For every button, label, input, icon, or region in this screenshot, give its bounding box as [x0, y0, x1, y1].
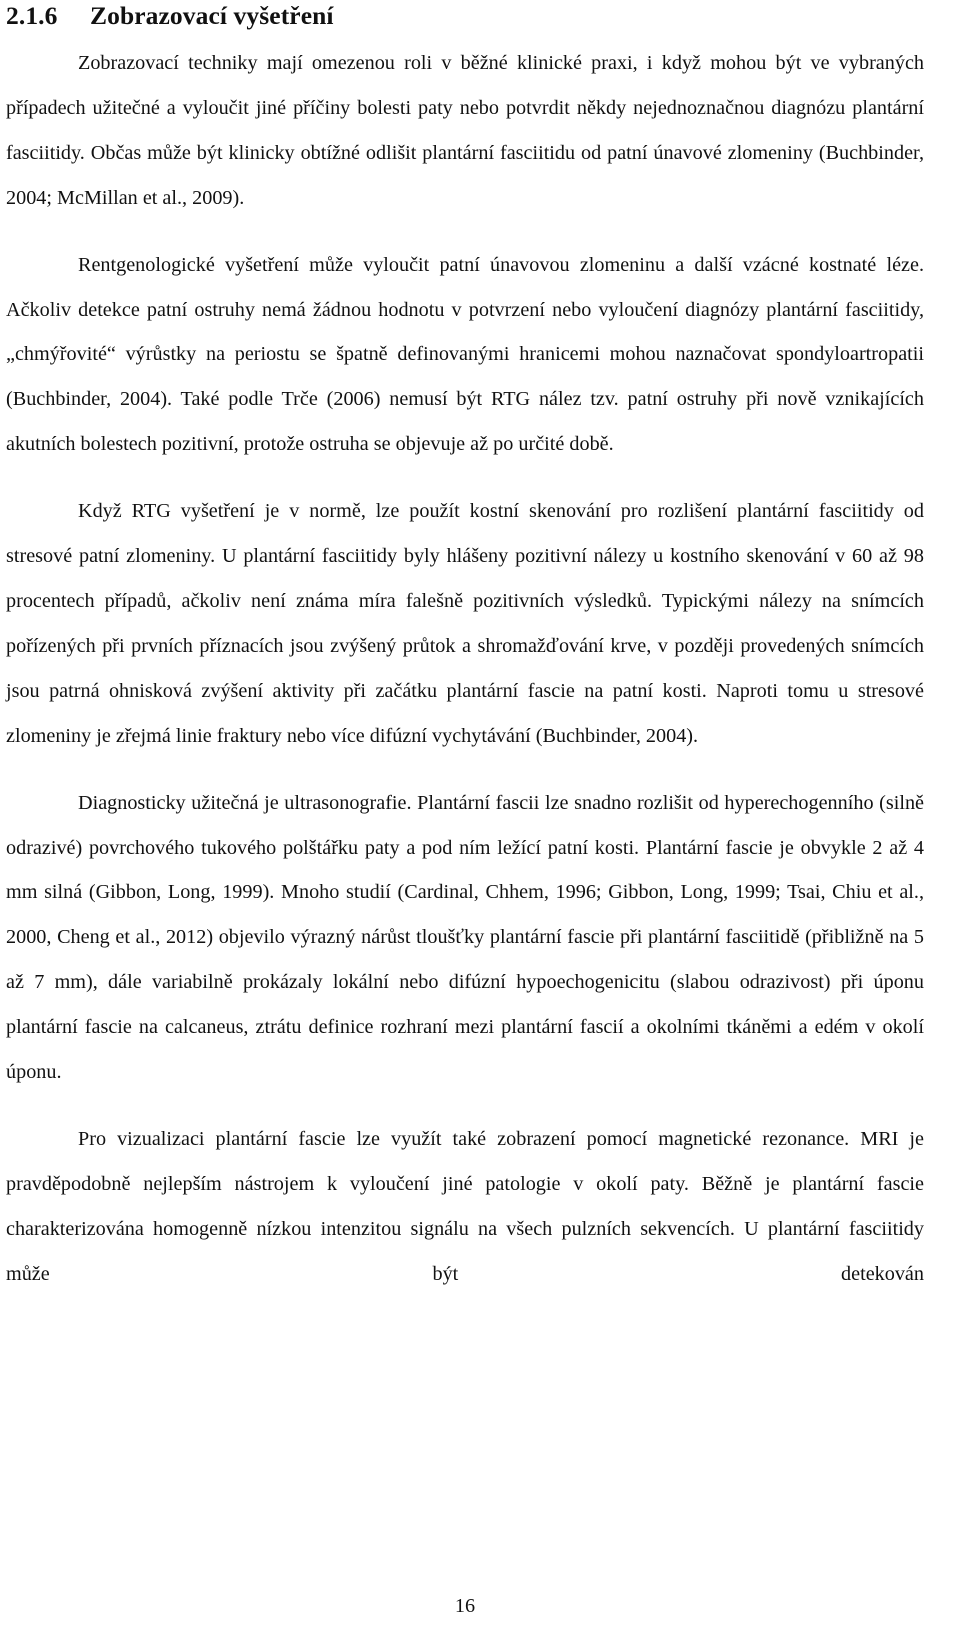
- paragraph-mri: Pro vizualizaci plantární fascie lze využít také zobrazení pomocí magnetické rezonance. MRI je pravděpodobně nejlepším nástrojem k vyloučení jiné patologie v okolí paty. Běžně je plantární fascie charakterizována homogenně nízkou intenzitou signálu na všech pulzních sekvencích. U plantární fasciitidy může být detekován: [6, 1127, 924, 1285]
- paragraph-ultrasonography: Diagnosticky užitečná je ultrasonografie. Plantární fascii lze snadno rozlišit od hyperechogenního (silně odrazivé) povrchového tukového polštářku paty a pod ním ležící patní kosti. Plantární fascie je obvykle 2 až 4 mm silná (Gibbon, Long, 1999). Mnoho studií (Cardinal, Chhem, 1996; Gibbon, Long, 1999; Tsai, Chiu et al., 2000, Cheng et al., 2012) objevilo výrazný nárůst tloušťky plantární fascie při plantární fasciitidě (přibližně na 5 až 7 mm), dále variabilně prokázaly lokální nebo difúzní hypoechogenicitu (slabou odrazivost) při úponu plantární fascie na calcaneus, ztrátu definice rozhraní mezi plantární fascií a okolními tkáněmi a edém v okolí úponu.: [6, 791, 924, 1084]
- page-number: 16: [454, 1595, 476, 1617]
- body-text: [6, 41, 924, 1297]
- section-number: 2.1.6: [6, 1, 58, 30]
- document-page: [6, 0, 924, 1297]
- section-title: Zobrazovací vyšetření: [90, 1, 334, 30]
- paragraph-imaging-intro: Zobrazovací techniky mají omezenou roli v běžné klinické praxi, i když mohou být ve vybraných případech užitečné a vyloučit jiné příčiny bolesti paty nebo potvrdit někdy nejednoznačnou diagnózu plantární fasciitidy. Občas může být klinicky obtížné odlišit plantární fasciitidu od patní únavové zlomeniny (Buchbinder, 2004; McMillan et al., 2009).: [6, 52, 924, 209]
- paragraph-bone-scan: Když RTG vyšetření je v normě, lze použít kostní skenování pro rozlišení plantární fasciitidy od stresové patní zlomeniny. U plantární fasciitidy byly hlášeny pozitivní nálezy u kostního skenování v 60 až 98 procentech případů, ačkoliv není známa míra falešně pozitivních výsledků. Typickými nálezy na snímcích pořízených při prvních příznacích jsou zvýšený průtok a shromažďování krve, v později provedených snímcích jsou patrná ohnisková zvýšení aktivity při začátku plantární fascie na patní kosti. Naproti tomu u stresové zlomeniny je zřejmá linie fraktury nebo více difúzní vychytávání (Buchbinder, 2004).: [6, 500, 924, 747]
- paragraph-xray: Rentgenologické vyšetření může vyloučit patní únavovou zlomeninu a další vzácné kostnaté léze. Ačkoliv detekce patní ostruhy nemá žádnou hodnotu v potvrzení nebo vyloučení diagnózy plantární fasciitidy, „chmýřovité“ výrůstky na periostu se špatně definovanými hranicemi mohou naznačovat spondyloartropatii (Buchbinder, 2004). Také podle Trče (2006) nemusí být RTG nález tzv. patní ostruhy při nově vznikajících akutních bolestech pozitivní, protože ostruha se objevuje až po určité době.: [6, 253, 924, 456]
- section-heading: [6, 0, 924, 36]
